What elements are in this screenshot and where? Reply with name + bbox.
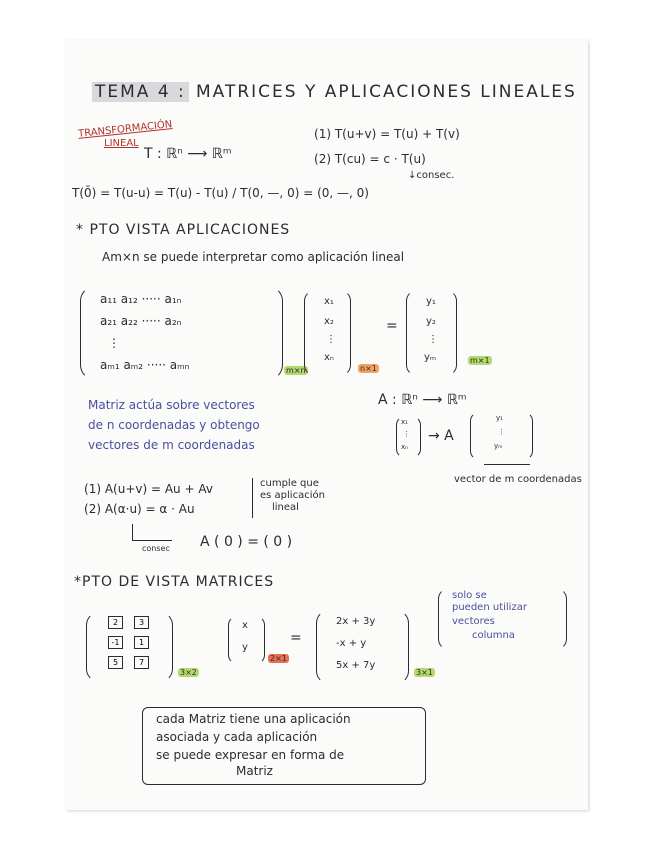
vec-in-3: xₙ [401,443,408,451]
matrix-left-paren [80,286,95,380]
vec2-x: x [242,620,248,631]
vec-y-1: y₁ [426,296,436,307]
note-line-2: de n coordenadas y obtengo [88,418,260,432]
note-line-1: Matriz actúa sobre vectores [88,398,255,412]
apps-line: Am×n se puede interpretar como aplicación lineal [102,250,405,264]
zero-vector-line: T(0̄) = T(u-u) = T(u) - T(u) / T(0, —, 0) = (0, —, 0) [72,186,369,200]
apps-map: A : ℝⁿ ⟶ ℝᵐ [378,392,467,408]
vec-x-4: xₙ [324,352,334,363]
side-note-left-paren [438,588,449,650]
vec-x-3: ⋮ [326,334,336,345]
bubble-line-3: se puede expresar en forma de [156,748,345,762]
side-note-1: solo se [452,590,487,601]
vec-y-dim-tag: m×1 [470,356,490,365]
consec-note: ↓consec. [408,170,455,181]
transform-map: T : ℝⁿ ⟶ ℝᵐ [144,146,232,162]
note-line-3: vectores de m coordenadas [88,438,255,452]
vec-x-right-paren [340,290,351,376]
bubble-line-2: asociada y cada aplicación [156,730,318,744]
cumple-2: es aplicación [260,490,325,501]
res-row-2: -x + y [336,638,367,649]
matrices-heading: *PTO DE VISTA MATRICES [74,574,275,590]
mat2-cell: 1 [134,636,149,649]
side-note-right-paren [556,588,567,650]
vec-y-right-paren [446,290,457,376]
mat2-cell: 5 [108,656,123,669]
equals-sign: = [386,318,398,334]
transform-label-2: LINEAL [104,138,139,149]
bubble-line-4: Matriz [236,764,273,778]
matrix-row-3: ⋮ [108,336,120,350]
side-note-3: vectores [452,616,495,627]
mat2-cell: 2 [108,616,123,629]
vec-y-4: yₘ [424,352,437,363]
apps-heading: * PTO VISTA APLICACIONES [76,222,291,238]
vec-x-1: x₁ [324,296,334,307]
vec2-left-paren [228,616,237,664]
apps-consec: consec [142,544,170,553]
vec-y-2: y₂ [426,316,436,327]
res-left-paren [316,610,329,684]
matrix-row-4: aₘ₁ aₘ₂ ····· aₘₙ [100,358,190,372]
vec-in-1: x₁ [401,418,408,426]
topic-number: TEMA 4 : [92,82,189,102]
vec2-right-paren [256,616,265,664]
vec-out-3: yₘ [494,442,503,450]
mat2-right-paren [160,612,173,682]
matrix-row-2: a₂₁ a₂₂ ····· a₂ₙ [100,314,182,328]
matrix-dim-tag: m×n [286,366,306,375]
mat2-left-paren [86,612,99,682]
cumple-1: cumple que [260,478,319,489]
apps-prop-1: (1) A(u+v) = Au + Av [84,482,213,496]
cumple-3: lineal [272,502,299,513]
vec-in-right-paren [412,416,421,458]
res-row-3: 5x + 7y [336,660,376,671]
res-right-paren [396,610,409,684]
consec-underline [132,540,172,541]
props-divider [252,478,253,518]
vec-x-2: x₂ [324,316,334,327]
vec-in-2: ⋮ [403,430,410,438]
brace-line [484,464,530,465]
mat2-cell: 3 [134,616,149,629]
vec-y-3: ⋮ [428,334,438,345]
side-note-4: columna [472,630,515,641]
res-row-1: 2x + 3y [336,616,376,627]
transform-label: TRANSFORMACIÓN [77,119,173,140]
mat-equals: = [290,630,302,646]
vec-x-left-paren [304,290,315,376]
bubble-line-1: cada Matriz tiene una aplicación [156,712,351,726]
zero-equation: A ( 0 ) = ( 0 ) [200,534,293,550]
vec-out-1: y₁ [496,414,503,422]
vec2-y: y [242,642,248,653]
mat2-cell: -1 [108,636,123,649]
matrix-row-1: a₁₁ a₁₂ ····· a₁ₙ [100,292,182,306]
transform-prop-2: (2) T(cu) = c · T(u) [314,152,426,166]
brace-label: vector de m coordenadas [454,474,582,485]
vec-out-right-paren [524,412,533,460]
vec-x-dim-tag: n×1 [360,364,377,373]
side-note-2: pueden utilizar [452,602,527,613]
mat2-cell: 7 [134,656,149,669]
page-title: MATRICES Y APLICACIONES LINEALES [196,82,577,102]
apps-prop-2: (2) A(α·u) = α · Au [84,502,195,516]
vec2-dim-tag: 2×1 [270,654,287,663]
vec-y-left-paren [406,290,417,376]
apply-A: → A [428,428,454,444]
res-dim-tag: 3×1 [416,668,433,677]
matrix-right-paren [268,286,283,380]
vec-out-2: ⋮ [498,428,505,436]
vec-out-left-paren [470,412,479,460]
transform-prop-1: (1) T(u+v) = T(u) + T(v) [314,127,460,141]
consec-tick [132,524,133,540]
mat2-dim-tag: 3×2 [180,668,197,677]
